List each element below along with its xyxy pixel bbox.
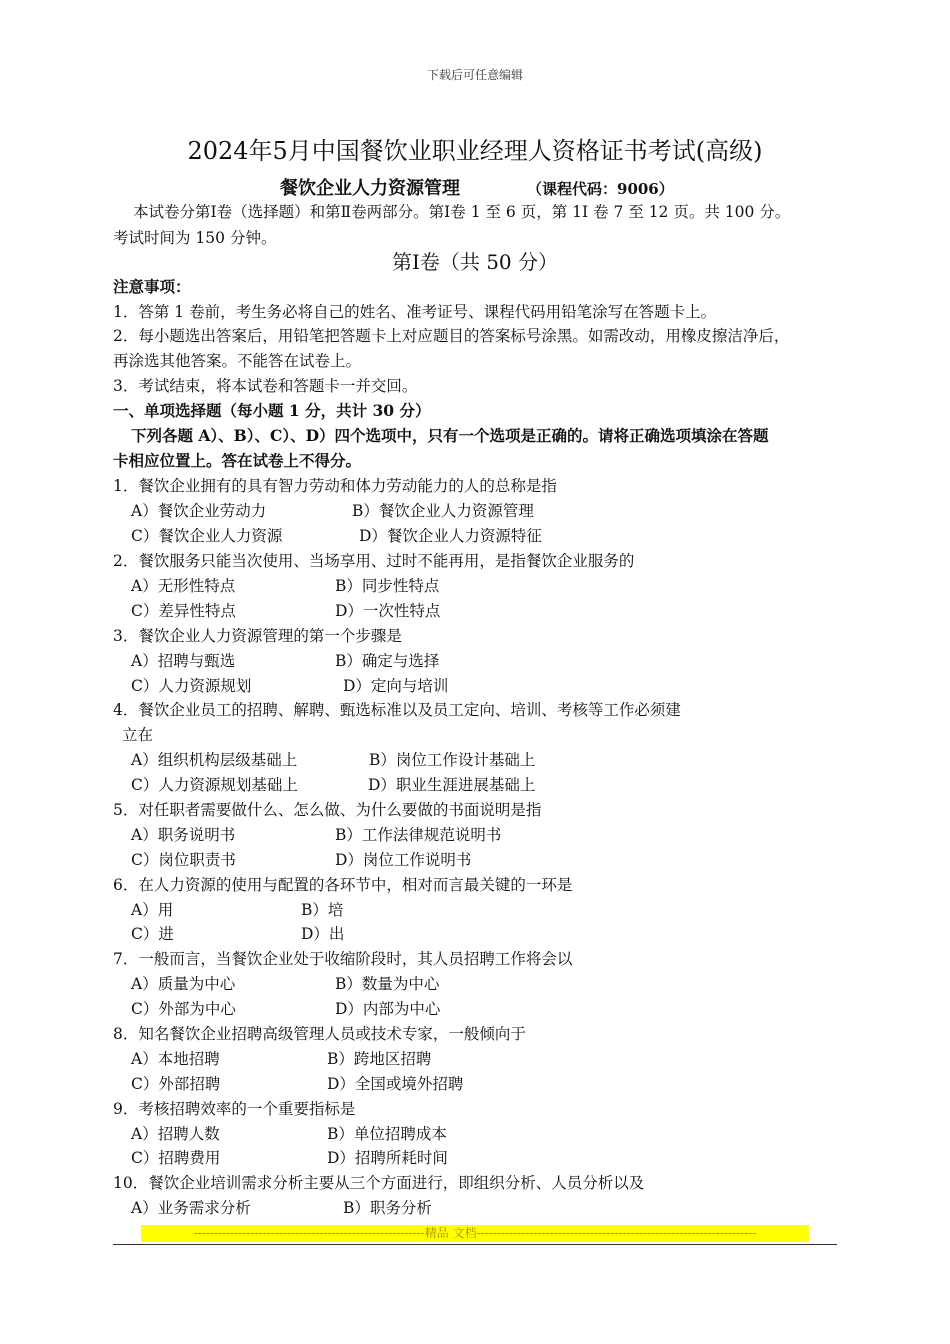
option-b: B）职务分析: [343, 1199, 432, 1217]
instruction-line-2: 卡相应位置上。答在试卷上不得分。: [113, 451, 362, 470]
option-b: B）单位招聘成本: [327, 1125, 447, 1143]
option-c: C）外部为中心: [131, 1000, 236, 1018]
option-d: D）岗位工作说明书: [335, 851, 472, 869]
option-a: A）招聘与甄选: [131, 652, 236, 670]
option-d: D）内部为中心: [335, 1000, 441, 1018]
part-title: 第Ⅰ卷（共 50 分）: [391, 250, 559, 274]
option-c: C）人力资源规划: [131, 677, 252, 695]
section-heading: 一、单项选择题（每小题 1 分，共计 30 分）: [113, 401, 431, 420]
option-b: B）同步性特点: [335, 577, 440, 595]
intro-line-2: 考试时间为 150 分钟。: [113, 229, 277, 247]
option-a: A）招聘人数: [131, 1125, 220, 1143]
exam-title: 2024年5月中国餐饮业职业经理人资格证书考试(高级): [187, 137, 763, 165]
option-b: B）餐饮企业人力资源管理: [352, 502, 534, 520]
option-c: C）招聘费用: [131, 1149, 221, 1167]
question-stem: 6．在人力资源的使用与配置的各环节中，相对而言最关键的一环是: [113, 876, 573, 894]
question-stem: 8．知名餐饮企业招聘高级管理人员或技术专家，一般倾向于: [113, 1025, 526, 1043]
option-b: B）岗位工作设计基础上: [369, 751, 536, 769]
header-note: 下载后可任意编辑: [426, 68, 523, 82]
option-c: C）差异性特点: [131, 602, 236, 620]
instruction-line-1: 下列各题 A）、B）、C）、D）四个选项中，只有一个选项是正确的。请将正确选项填涂在答题: [131, 426, 769, 445]
course-code: （课程代码：9006）: [527, 180, 674, 198]
option-a: A）用: [131, 901, 174, 919]
option-a: A）组织机构层级基础上: [131, 751, 298, 769]
option-b: B）跨地区招聘: [327, 1050, 432, 1068]
option-a: A）质量为中心: [131, 975, 236, 993]
notice-item-2-cont: 再涂选其他答案。不能答在试卷上。: [113, 352, 362, 370]
notice-item-3: 3．考试结束，将本试卷和答题卡一并交回。: [113, 377, 418, 395]
option-c: C）进: [131, 925, 174, 943]
option-b: B）工作法律规范说明书: [335, 826, 502, 844]
option-d: D）职业生涯进展基础上: [368, 776, 536, 794]
option-c: C）外部招聘: [131, 1075, 221, 1093]
option-b: B）确定与选择: [335, 652, 440, 670]
option-d: D）一次性特点: [335, 602, 441, 620]
option-a: A）本地招聘: [131, 1050, 220, 1068]
question-stem: 1．餐饮企业拥有的具有智力劳动和体力劳动能力的人的总称是指: [113, 477, 557, 495]
notice-item-1: 1．答第 1 卷前，考生务必将自己的姓名、准考证号、课程代码用铅笔涂写在答题卡上。: [113, 303, 717, 321]
question-stem: 9．考核招聘效率的一个重要指标是: [113, 1100, 356, 1118]
question-stem-cont: 立在: [122, 726, 154, 744]
option-c: C）餐饮企业人力资源: [131, 527, 283, 545]
footer-watermark: ---------------------------------------------------------精品 文档---------------------------------------------------------------------: [193, 1226, 757, 1240]
question-stem: 7．一般而言，当餐饮企业处于收缩阶段时，其人员招聘工作将会以: [113, 950, 573, 968]
option-d: D）招聘所耗时间: [327, 1149, 448, 1167]
option-c: C）岗位职责书: [131, 851, 236, 869]
option-d: D）定向与培训: [343, 677, 449, 695]
option-d: D）全国或境外招聘: [327, 1075, 464, 1093]
option-b: B）数量为中心: [335, 975, 440, 993]
notice-heading: 注意事项：: [113, 277, 191, 296]
question-stem: 3．餐饮企业人力资源管理的第一个步骤是: [113, 627, 402, 645]
option-d: D）餐饮企业人力资源特征: [359, 527, 542, 545]
option-d: D）出: [301, 925, 345, 943]
option-a: A）业务需求分析: [131, 1199, 251, 1217]
option-a: A）餐饮企业劳动力: [131, 502, 267, 520]
question-stem: 4．餐饮企业员工的招聘、解聘、甄选标准以及员工定向、培训、考核等工作必须建: [113, 701, 681, 719]
option-a: A）无形性特点: [131, 577, 236, 595]
option-c: C）人力资源规划基础上: [131, 776, 298, 794]
intro-line-1: 本试卷分第Ⅰ卷（选择题）和第Ⅱ卷两部分。第Ⅰ卷 1 至 6 页，第 1I 卷 7 至 12 页。共 100 分。: [133, 203, 791, 221]
notice-item-2: 2．每小题选出答案后，用铅笔把答题卡上对应题目的答案标号涂黑。如需改动，用橡皮擦洁净后，: [113, 327, 790, 345]
footer-divider: [113, 1244, 837, 1245]
option-b: B）培: [301, 901, 344, 919]
course-subtitle: 餐饮企业人力资源管理: [280, 178, 460, 199]
question-stem: 5．对任职者需要做什么、怎么做、为什么要做的书面说明是指: [113, 801, 542, 819]
question-stem: 2．餐饮服务只能当次使用、当场享用、过时不能再用，是指餐饮企业服务的: [113, 552, 635, 570]
question-stem: 10．餐饮企业培训需求分析主要从三个方面进行，即组织分析、人员分析以及: [113, 1174, 645, 1192]
option-a: A）职务说明书: [131, 826, 236, 844]
